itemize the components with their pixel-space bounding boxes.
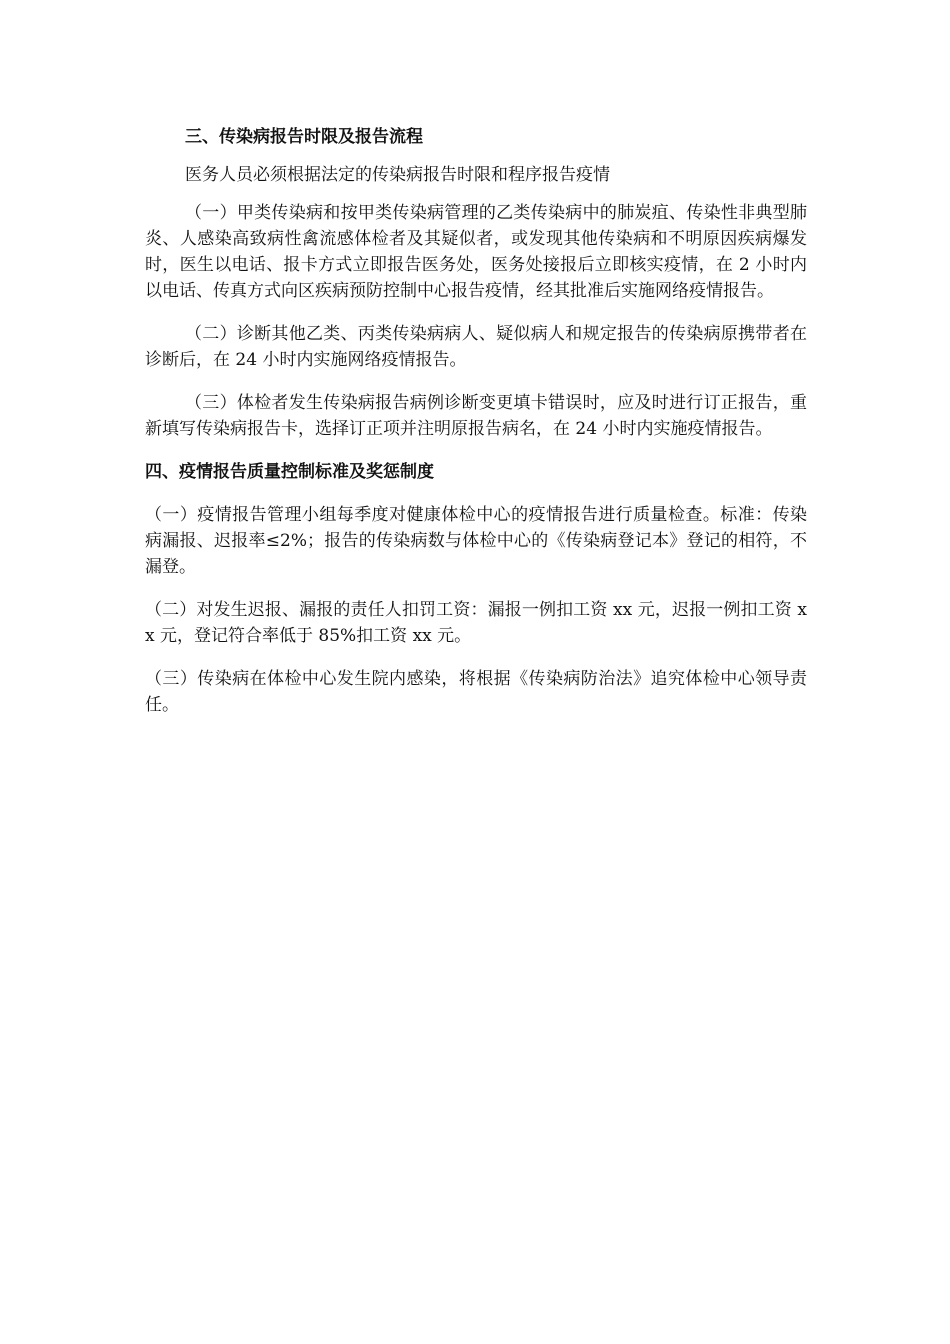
section-3-paragraph-3: （三）体检者发生传染病报告病例诊断变更填卡错误时，应及时进行订正报告，重新填写传染病报告卡，选择订正项并注明原报告病名，在 24 小时内实施疫情报告。 xyxy=(145,393,807,439)
section-3-paragraph-1: （一）甲类传染病和按甲类传染病管理的乙类传染病中的肺炭疽、传染性非典型肺炎、人感染高致病性禽流感体检者及其疑似者，或发现其他传染病和不明原因疾病爆发时，医生以电话、报卡方式立即报告医务处，医务处接报后立即核实疫情，在 2 小时内以电话、传真方式向区疾病预防控制中心报告疫情，经其批准后实施网络疫情报告。 xyxy=(145,203,807,301)
section-3-intro: 医务人员必须根据法定的传染病报告时限和程序报告疫情 xyxy=(185,165,610,185)
section-4-paragraph-3: （三）传染病在体检中心发生院内感染，将根据《传染病防治法》追究体检中心领导责任。 xyxy=(145,669,807,715)
section-3-heading: 三、传染病报告时限及报告流程 xyxy=(185,127,423,147)
section-4-paragraph-1: （一）疫情报告管理小组每季度对健康体检中心的疫情报告进行质量检查。标准：传染病漏报、迟报率≤2%；报告的传染病数与体检中心的《传染病登记本》登记的相符，不漏登。 xyxy=(145,505,807,577)
document-page xyxy=(145,118,807,718)
section-3-paragraph-2: （二）诊断其他乙类、丙类传染病病人、疑似病人和规定报告的传染病原携带者在诊断后，在 24 小时内实施网络疫情报告。 xyxy=(145,324,807,370)
section-4-heading: 四、疫情报告质量控制标准及奖惩制度 xyxy=(145,462,434,482)
section-4-paragraph-2: （二）对发生迟报、漏报的责任人扣罚工资：漏报一例扣工资 xx 元，迟报一例扣工资 xx 元，登记符合率低于 85%扣工资 xx 元。 xyxy=(145,600,807,646)
